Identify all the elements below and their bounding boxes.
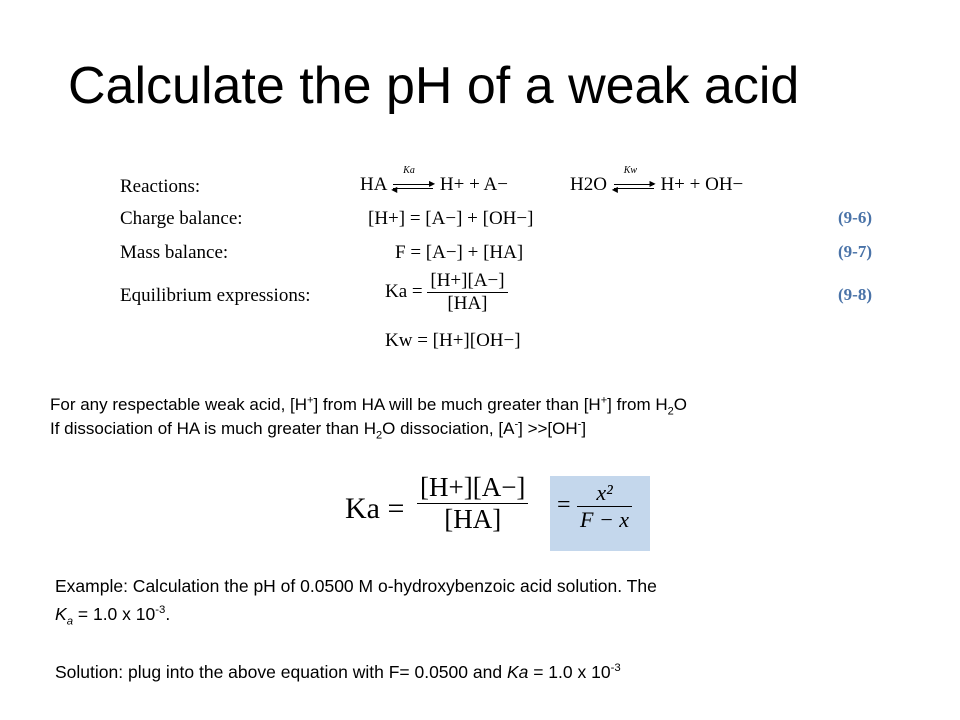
equation-ref-9-8: (9-8) bbox=[838, 285, 872, 304]
charge-balance-equation: [H+] = [A−] + [OH−] bbox=[368, 208, 534, 229]
big-fraction-2 bbox=[577, 480, 632, 533]
equilibrium-arrow-icon: Ka ▶ ◀ bbox=[391, 164, 436, 194]
slide-title: Calculate the pH of a weak acid bbox=[68, 57, 800, 115]
ka-expression bbox=[385, 270, 508, 315]
kw-arrow-label: Kw bbox=[623, 164, 638, 176]
solution-line: Solution: plug into the above equation with F= 0.0500 and Ka = 1.0 x $10^{-3}$ bbox=[55, 662, 621, 682]
equation-ref-9-7: (9-7) bbox=[838, 242, 872, 261]
big-equals: = bbox=[557, 492, 571, 518]
label-charge-balance: Charge balance: bbox=[120, 208, 243, 229]
reaction-ha: HA bbox=[360, 174, 387, 195]
big-numerator-2: x² bbox=[577, 480, 632, 507]
example-line-2: $K_a = 1.0$ x $10^{-3}$. bbox=[55, 604, 171, 628]
label-equilibrium-expressions: Equilibrium expressions: bbox=[120, 285, 311, 306]
ka-numerator: [H+][A−] bbox=[427, 270, 507, 293]
paragraph-line-1: For any respectable weak acid, [H+] from HA will be much greater than [H+] from $H_2O$ bbox=[50, 394, 687, 418]
big-ka-lhs: Ka = bbox=[345, 492, 405, 525]
water-dissociation-reaction bbox=[570, 164, 744, 196]
big-fraction-1 bbox=[417, 472, 528, 535]
label-mass-balance: Mass balance: bbox=[120, 242, 229, 263]
equation-ref-9-6: (9-6) bbox=[838, 208, 872, 227]
equilibrium-equations-figure bbox=[115, 162, 890, 362]
mass-balance-equation: F = [A−] + [HA] bbox=[395, 242, 524, 263]
big-numerator-1: [H+][A−] bbox=[417, 472, 528, 504]
paragraph-line-2: If dissociation of HA is much greater than $H_2O$ dissociation, [A-] >>[OH-] bbox=[50, 418, 587, 442]
big-denominator-1: [HA] bbox=[444, 504, 502, 534]
example-line-1: Example: Calculation the pH of 0.0500 M o-hydroxybenzoic acid solution. The bbox=[55, 576, 657, 596]
kw-expression: Kw = [H+][OH−] bbox=[385, 330, 521, 351]
reaction-h2o: H2O bbox=[570, 174, 607, 195]
reaction-h2o-products: H+ + OH− bbox=[660, 174, 744, 195]
big-denominator-2: F − x bbox=[580, 507, 630, 532]
ka-arrow-label: Ka bbox=[403, 164, 415, 176]
ka-lhs: Ka = bbox=[385, 280, 423, 302]
acid-dissociation-reaction bbox=[360, 164, 508, 196]
label-reactions: Reactions: bbox=[120, 176, 201, 197]
ka-denominator: [HA] bbox=[447, 293, 488, 314]
reaction-ha-products: H+ + A− bbox=[439, 174, 508, 195]
ka-approximation-equation bbox=[345, 470, 650, 555]
equilibrium-arrow-icon: Kw ▶ ◀ bbox=[611, 164, 656, 194]
ka-fraction bbox=[427, 270, 507, 315]
